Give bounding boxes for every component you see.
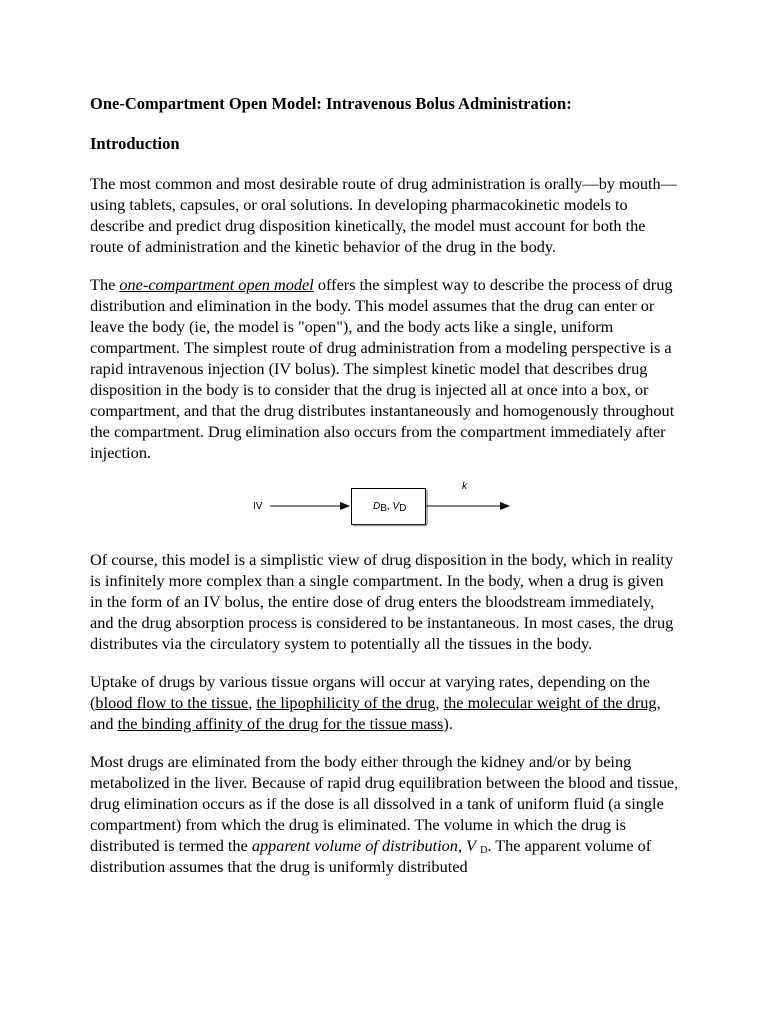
rate-constant-label: k: [462, 481, 467, 492]
paragraph-simplistic-view: Of course, this model is a simplistic view of drug disposition in the body, which in reality is infinitely more complex than a single compartment. In the body, when a drug is given in the form of an IV bolus, the entire dose of drug enters the bloodstream immediately, and the drug absorption process is considered to be instantaneous. In most cases, the drug distributes via the circulatory system to potentially all the tissues in the body.: [90, 550, 674, 653]
paragraph-route-of-administration: The most common and most desirable route of drug administration is orally—by mouth—using tablets, capsules, or oral solutions. In developing pharmacokinetic models to describe and predict drug disposition kinetically, the model must account for both the route of administration and the kinetic behavior of the drug in the body.: [90, 174, 677, 256]
para4-sep1: ,: [248, 693, 257, 712]
link-blood-flow[interactable]: blood flow to the tissue: [95, 693, 249, 712]
para4-sep2: ,: [435, 693, 444, 712]
section-heading: Introduction: [90, 134, 180, 153]
volume-symbol: V: [392, 501, 400, 512]
para4-sep3: , and: [90, 693, 661, 733]
volume-subscript-inline: D: [480, 845, 488, 856]
link-molecular-weight[interactable]: the molecular weight of the drug: [443, 693, 657, 712]
dose-symbol: D: [373, 501, 381, 512]
document-page: [90, 92, 680, 877]
paragraph-elimination: [90, 751, 680, 877]
volume-symbol-inline: V: [466, 836, 477, 855]
link-lipophilicity[interactable]: the lipophilicity of the drug: [256, 693, 436, 712]
para4-lead: Uptake of drugs by various tissue organs will occur at varying rates, depending on the (: [90, 672, 650, 712]
label-separator: ,: [386, 501, 393, 512]
volume-subscript: D: [399, 503, 407, 514]
dose-subscript: B: [380, 503, 387, 514]
paragraph-tissue-uptake: [90, 671, 680, 734]
apparent-volume-term: apparent volume of distribution: [251, 836, 458, 855]
one-compartment-model-term: one-compartment open model: [119, 275, 314, 294]
para2-rest: offers the simplest way to describe the process of drug distribution and elimination in the body. This model assumes that the drug can enter or leave the body (ie, the model is "open"), and the body acts like a single, uniform compartment. The simplest route of drug administration from a modeling perspective is a rapid intravenous injection (IV bolus). The simplest kinetic model that describes drug disposition in the body is to consider that the drug is injected all at once into a box, or compartment, and that the drug distributes instantaneously and homogenously throughout the compartment. Drug elimination also occurs from the compartment immediately after injection.: [90, 275, 675, 462]
link-binding-affinity[interactable]: the binding affinity of the drug for the tissue mass: [117, 714, 444, 733]
para5-tail: . The apparent volume of distribution assumes that the drug is uniformly distributed: [90, 836, 652, 876]
para5-lead: Most drugs are eliminated from the body either through the kidney and/or by being metabolized in the liver. Because of rapid drug equilibration between the blood and tissue, drug elimination occurs as if the dose is all dissolved in a tank of uniform fluid (a single compartment) from which the drug is eliminated. The volume in which the drug is distributed is termed the: [90, 752, 679, 855]
paragraph-one-compartment-model: [90, 274, 680, 463]
para2-lead: The: [90, 275, 120, 294]
para4-tail: ).: [443, 714, 453, 733]
document-title: One-Compartment Open Model: Intravenous Bolus Administration:: [90, 94, 572, 113]
compartment-label: [373, 501, 406, 512]
para5-comma: ,: [457, 836, 467, 855]
compartment-diagram: [90, 463, 680, 547]
iv-label: IV: [253, 501, 263, 512]
